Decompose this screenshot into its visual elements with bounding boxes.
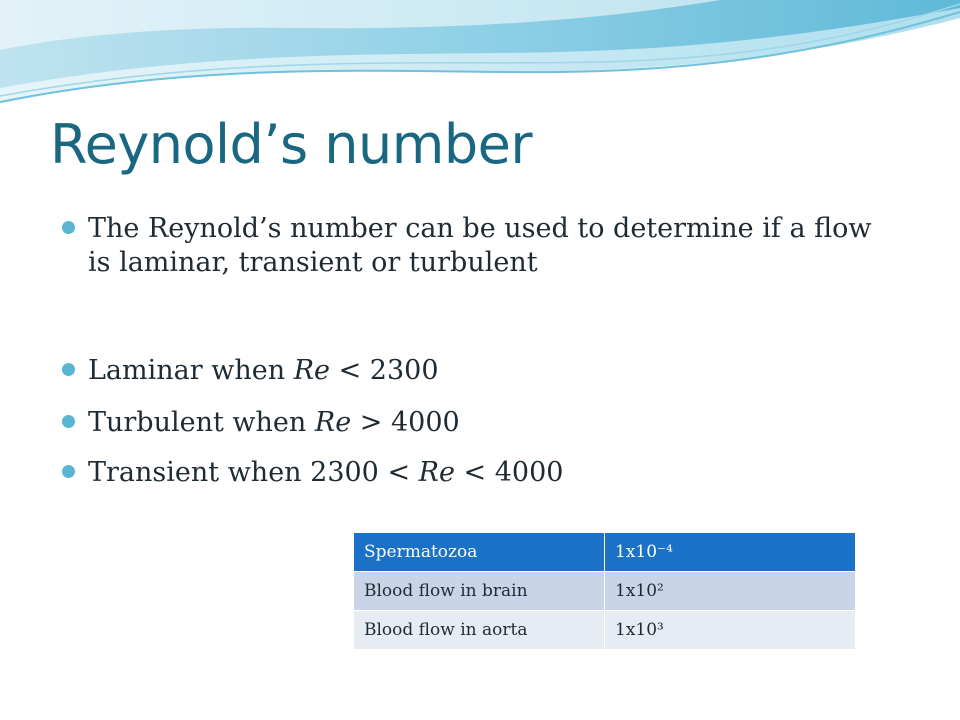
bullet-reynolds-definition <box>62 212 922 284</box>
bullet-dot-icon <box>62 465 75 478</box>
bullet-text-post: < 2300 <box>330 355 439 386</box>
table-cell-value: 1x10² <box>605 572 856 611</box>
slide-title: Reynold’s number <box>50 113 533 176</box>
bullet-text-post: > 4000 <box>351 407 460 438</box>
bullet-text <box>88 406 888 440</box>
re-symbol: Re <box>293 355 331 386</box>
reynolds-number-table <box>353 532 856 650</box>
table-cell-value: 1x10⁻⁴ <box>605 533 856 572</box>
bullet-text-post: < 4000 <box>454 457 564 488</box>
table-cell-label: Spermatozoa <box>354 533 605 572</box>
bullet-text <box>88 354 888 388</box>
bullet-dot-icon <box>62 363 75 376</box>
re-symbol: Re <box>314 407 352 438</box>
table-cell-label: Blood flow in aorta <box>354 611 605 650</box>
decorative-wave-banner <box>0 0 960 110</box>
table-cell-value: 1x10³ <box>605 611 856 650</box>
bullet-text-pre: Turbulent when <box>88 407 315 438</box>
bullet-text-pre: Transient when 2300 < <box>88 457 419 488</box>
table-row <box>354 533 856 572</box>
bullet-text-pre: Laminar when <box>88 355 294 386</box>
table-row <box>354 611 856 650</box>
re-symbol: Re <box>418 457 455 488</box>
table-row <box>354 572 856 611</box>
bullet-text: The Reynold’s number can be used to determine if a flow is laminar, transient or turbulent <box>88 213 872 278</box>
table-cell-label: Blood flow in brain <box>354 572 605 611</box>
bullet-dot-icon <box>62 221 75 234</box>
bullet-text <box>88 456 888 490</box>
bullet-dot-icon <box>62 415 75 428</box>
